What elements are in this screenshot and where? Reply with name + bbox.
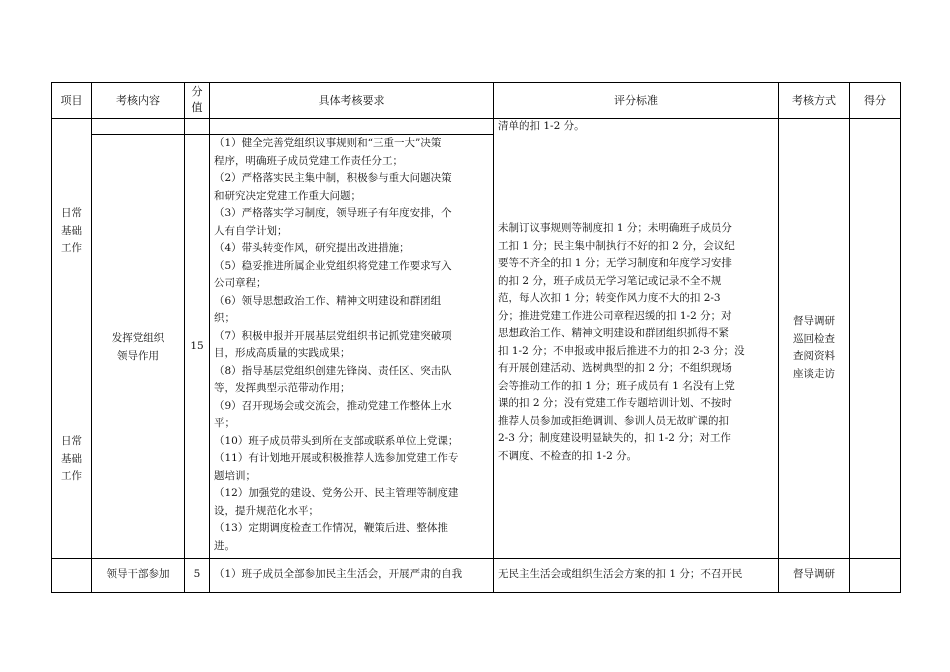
requirements-line: （4）带头转变作风，研究提出改进措施； (214, 242, 410, 254)
requirements-line: 设，提升规范化水平； (214, 504, 319, 517)
requirements-line: （9）召开现场会或交流会，推动党建工作整体上水 (214, 399, 452, 412)
requirements-line: （10）班子成员带头到所在支部或联系单位上党课； (214, 434, 459, 447)
header-method: 考核方式 (792, 93, 836, 107)
header-requirements: 具体考核要求 (318, 93, 385, 107)
criteria-line: 有开展创建活动、选树典型的扣 2 分；不组织现场 (498, 362, 732, 374)
requirements-line: （6）领导思想政治工作、精神文明建设和群团组 (214, 294, 442, 307)
requirements-line: 等，发挥典型示范带动作用； (214, 382, 351, 394)
requirements-line: 题培训； (214, 469, 256, 482)
criteria-line: 课的扣 2 分；没有党建工作专题培训计划、不按时 (498, 397, 732, 409)
carry-row-criteria: 清单的扣 1-2 分。 (498, 120, 585, 132)
requirements-line: 和研究决定党建工作重大问题； (214, 189, 361, 202)
header-item: 项目 (60, 93, 83, 107)
row2-requirements: （1）班子成员全部参加民主生活会，开展严肃的自我 (214, 568, 463, 580)
criteria-line: 的扣 2 分，班子成员无学习笔记或记录不全不规 (498, 274, 722, 287)
criteria-line: 2-3 分；制度建设明显缺失的，扣 1-2 分；对工作 (498, 432, 731, 444)
requirements-line: 程序，明确班子成员党建工作责任分工； (214, 154, 403, 167)
row1-requirements (214, 135, 492, 555)
requirements-line: （7）积极申报并开展基层党组织书记抓党建突破项 (214, 329, 452, 342)
header-obtained: 得分 (864, 93, 886, 107)
requirements-line: （1）健全完善党组织议事规则和“三重一大”决策 (214, 137, 442, 149)
row1-criteria (498, 220, 776, 465)
row2-content: 领导干部参加 (106, 568, 170, 580)
row2-criteria: 无民主生活会或组织生活会方案的扣 1 分；不召开民 (498, 568, 743, 580)
criteria-line: 工扣 1 分；民主集中制执行不好的扣 2 分，会议纪 (498, 239, 735, 252)
requirements-line: （12）加强党的建设、党务公开、民主管理等制度建 (214, 487, 459, 499)
row2-method: 督导调研 (793, 568, 835, 580)
requirements-line: 目，形成高质量的实践成果； (214, 347, 351, 359)
requirements-line: 织； (214, 312, 235, 324)
criteria-line: 分；推进党建工作进公司章程迟缓的扣 1-2 分；对 (498, 309, 732, 322)
requirements-line: 人有自学计划； (214, 224, 288, 237)
header-score (185, 84, 209, 118)
row1-method: 督导调研 巡回检查 查阅资料 座谈走访 (793, 315, 835, 380)
requirements-line: （13）定期调度检查工作情况，鞭策后进、整体推 (214, 522, 448, 534)
criteria-line: 范，每人次扣 1 分；转变作风力度不大的扣 2-3 (498, 292, 721, 304)
criteria-line: 要等不齐全的扣 1 分；无学习制度和年度学习安排 (498, 257, 732, 269)
criteria-line: 扣 1-2 分；不申报或申报后推进不力的扣 2-3 分；没 (498, 344, 745, 357)
requirements-line: （3）严格落实学习制度，领导班子有年度安排，个 (214, 207, 452, 219)
header-score-line2: 值 (191, 101, 203, 114)
row1-item-top: 日常 基础 工作 (61, 207, 82, 254)
row1-item-bottom: 日常 基础 工作 (61, 435, 82, 482)
header-score-line1: 分 (191, 85, 203, 98)
requirements-line: 进。 (214, 539, 235, 552)
requirements-line: 公司章程； (214, 277, 267, 289)
row1-content: 发挥党组织 领导作用 (111, 332, 165, 362)
requirements-line: （5）稳妥推进所属企业党组织将党建工作要求写入 (214, 259, 452, 272)
criteria-line: 未制订议事规则等制度扣 1 分；未明确班子成员分 (498, 222, 732, 234)
criteria-line: 会等推动工作的扣 1 分；班子成员有 1 名没有上党 (498, 379, 735, 392)
criteria-line: 推荐人员参加或拒绝调训、参训人员无故旷课的扣 (498, 414, 729, 427)
requirements-line: （2）严格落实民主集中制，积极参与重大问题决策 (214, 172, 452, 184)
row1-score: 15 (190, 340, 204, 352)
criteria-line: 不调度、不检查的扣 1-2 分。 (498, 449, 638, 462)
requirements-line: （11）有计划地开展或积极推荐人选参加党建工作专 (214, 452, 459, 464)
header-criteria: 评分标准 (614, 93, 658, 107)
criteria-line: 思想政治工作、精神文明建设和群团组织抓得不紧 (498, 327, 729, 339)
header-content: 考核内容 (116, 93, 160, 107)
row2-score: 5 (193, 568, 201, 580)
requirements-line: （8）指导基层党组织创建先锋岗、责任区、突击队 (214, 364, 452, 377)
requirements-line: 平； (214, 417, 235, 429)
